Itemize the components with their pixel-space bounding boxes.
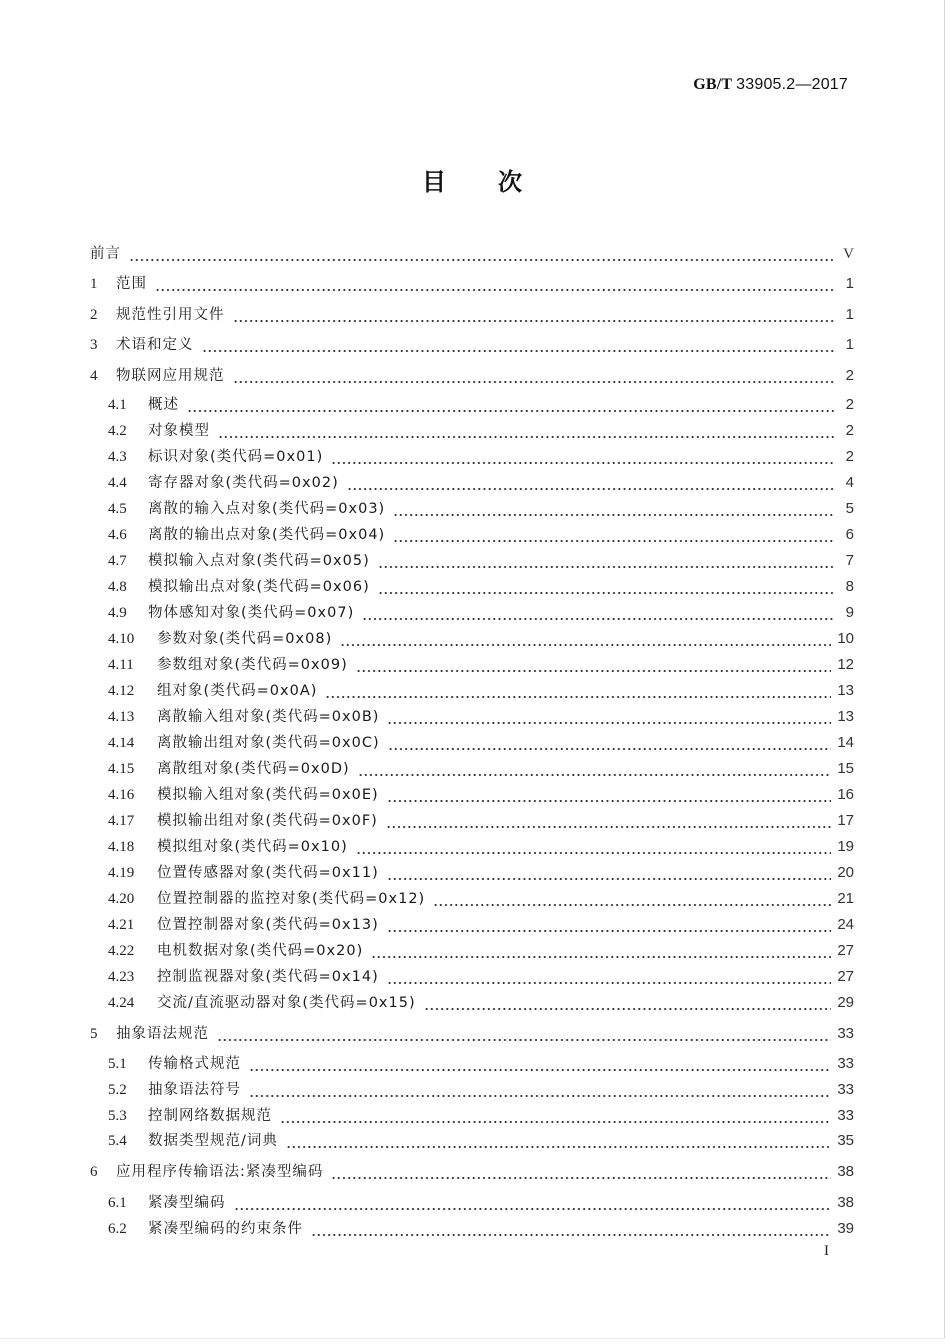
toc-entry-page: 2 (845, 367, 854, 384)
toc-entry-number: 5.3 (108, 1108, 127, 1124)
toc-entry[interactable] (108, 446, 854, 468)
toc-entry-title: 范围 (116, 276, 147, 292)
toc-entry[interactable] (108, 836, 854, 858)
toc-entry-title: 模拟输出点对象(类代码=0x06) (148, 579, 370, 595)
toc-entry[interactable] (90, 273, 854, 295)
dot-leader (347, 472, 834, 494)
toc-entry-number: 6.2 (108, 1221, 127, 1237)
toc-entry-title: 位置控制器对象(类代码=0x13) (157, 917, 379, 933)
toc-entry-page: 19 (837, 838, 854, 855)
toc-entry-page: 1 (845, 306, 854, 323)
toc-entry-number: 6 (90, 1164, 98, 1180)
toc-entry[interactable] (108, 1105, 854, 1127)
toc-entry[interactable] (108, 706, 854, 728)
toc-entry[interactable] (108, 576, 854, 598)
toc-entry-title: 离散的输出点对象(类代码=0x04) (148, 527, 386, 543)
toc-entry-number: 4.15 (108, 761, 135, 777)
toc-entry-number: 4.12 (108, 683, 135, 699)
toc-entry-title: 参数对象(类代码=0x08) (157, 631, 333, 647)
dot-leader (325, 680, 831, 702)
toc-entry-page: 29 (837, 994, 854, 1011)
dot-leader (129, 243, 834, 265)
toc-entry[interactable] (90, 334, 854, 356)
dot-leader (234, 1192, 832, 1214)
toc-entry-title: 紧凑型编码的约束条件 (148, 1221, 303, 1237)
toc-entry[interactable] (108, 758, 854, 780)
toc-entry-title: 物体感知对象(类代码=0x07) (148, 605, 355, 621)
toc-entry[interactable] (108, 784, 854, 806)
toc-entry-page: 27 (837, 968, 854, 985)
toc-entry-title: 组对象(类代码=0x0A) (157, 683, 318, 699)
toc-entry-page: 13 (837, 708, 854, 725)
toc-entry-title: 离散输入组对象(类代码=0x0B) (157, 709, 380, 725)
dot-leader (233, 304, 835, 326)
toc-entry-title: 物联网应用规范 (116, 368, 225, 384)
toc-entry-title: 电机数据对象(类代码=0x20) (157, 943, 364, 959)
dot-leader (386, 810, 831, 832)
toc-entry-title: 离散输出组对象(类代码=0x0C) (157, 735, 380, 751)
toc-entry-page: 33 (837, 1081, 854, 1098)
toc-entry-title: 术语和定义 (116, 337, 194, 353)
dot-leader (362, 602, 834, 624)
toc-entry-number: 4.14 (108, 735, 135, 751)
standard-number: 33905.2—2017 (736, 76, 848, 93)
toc-entry[interactable] (108, 394, 854, 416)
toc-entry[interactable] (108, 1218, 854, 1240)
toc-entry-number: 1 (90, 276, 98, 292)
dot-leader (433, 888, 831, 910)
dot-leader (387, 862, 832, 884)
toc-entry-title: 标识对象(类代码=0x01) (148, 449, 324, 465)
toc-entry-page: 38 (837, 1163, 854, 1180)
toc-entry[interactable] (108, 550, 854, 572)
toc-entry-page: 21 (837, 890, 854, 907)
toc-entry[interactable] (108, 940, 854, 962)
dot-leader (331, 446, 834, 468)
dot-leader (286, 1130, 831, 1152)
toc-entry-title: 模拟组对象(类代码=0x10) (157, 839, 348, 855)
toc-entry[interactable] (108, 524, 854, 546)
toc-entry-page: 24 (837, 916, 854, 933)
toc-entry-title: 控制监视器对象(类代码=0x14) (157, 969, 379, 985)
dot-leader (356, 654, 832, 676)
toc-entry-title: 模拟输入组对象(类代码=0x0E) (157, 787, 379, 803)
dot-leader (388, 732, 832, 754)
toc-entry[interactable] (90, 1023, 854, 1045)
toc-entry-title: 紧凑型编码 (148, 1195, 226, 1211)
dot-leader (387, 966, 832, 988)
standard-prefix: GB/T (693, 76, 732, 93)
toc-entry[interactable] (108, 992, 854, 1014)
toc-entry-number: 4.9 (108, 605, 127, 621)
toc-entry[interactable] (108, 914, 854, 936)
toc-entry-page: 9 (845, 604, 854, 621)
toc-entry-page: 8 (845, 578, 854, 595)
toc-entry-number: 5 (90, 1026, 98, 1042)
toc-entry-page: 2 (845, 396, 854, 413)
toc-entry-title: 模拟输出组对象(类代码=0x0F) (157, 813, 378, 829)
toc-entry-title: 前言 (90, 246, 121, 262)
toc-entry-page: 20 (837, 864, 854, 881)
toc-entry-title: 参数组对象(类代码=0x09) (157, 657, 348, 673)
page-title: 目次 (422, 168, 574, 196)
standard-code (693, 76, 848, 94)
toc-entry[interactable] (90, 1161, 854, 1183)
toc-entry-number: 5.4 (108, 1133, 127, 1149)
toc-entry-title: 寄存器对象(类代码=0x02) (148, 475, 339, 491)
dot-leader (424, 992, 832, 1014)
toc-entry-page: 33 (837, 1055, 854, 1072)
toc-entry-title: 概述 (148, 397, 179, 413)
toc-entry-number: 3 (90, 337, 98, 353)
toc-entry-title: 抽象语法符号 (148, 1082, 241, 1098)
toc-entry-title: 传输格式规范 (148, 1056, 241, 1072)
toc-entry-page: 27 (837, 942, 854, 959)
toc-entry-page: 5 (845, 500, 854, 517)
toc-entry-title: 抽象语法规范 (116, 1026, 209, 1042)
toc-entry-number: 4.7 (108, 553, 127, 569)
toc-entry-page: 15 (837, 760, 854, 777)
toc-entry-number: 4.21 (108, 917, 135, 933)
dot-leader (249, 1079, 831, 1101)
dot-leader (249, 1053, 831, 1075)
toc-entry-page: 35 (837, 1132, 854, 1149)
toc-entry-page: 38 (837, 1194, 854, 1211)
toc-entry-number: 4.4 (108, 475, 127, 491)
toc-entry-number: 4.2 (108, 423, 127, 439)
toc-entry[interactable] (108, 654, 854, 676)
toc-entry-number: 4.8 (108, 579, 127, 595)
toc-entry-number: 5.1 (108, 1056, 127, 1072)
toc-entry-page: 14 (837, 734, 854, 751)
toc-entry-page: 33 (837, 1107, 854, 1124)
toc-entry[interactable] (108, 1192, 854, 1214)
toc-entry-page: 10 (837, 630, 854, 647)
dot-leader (280, 1105, 831, 1127)
footer-page-number: I (824, 1243, 829, 1259)
toc-entry-number: 4.16 (108, 787, 135, 803)
dot-leader (311, 1218, 831, 1240)
dot-leader (387, 706, 831, 728)
toc-entry-number: 5.2 (108, 1082, 127, 1098)
toc-entry[interactable] (108, 732, 854, 754)
toc-entry[interactable] (108, 1053, 854, 1075)
toc-entry[interactable] (90, 243, 854, 265)
toc-entry-number: 4.5 (108, 501, 127, 517)
toc-entry[interactable] (90, 365, 854, 387)
toc-entry-title: 模拟输入点对象(类代码=0x05) (148, 553, 370, 569)
toc-entry-page: 16 (837, 786, 854, 803)
toc-entry[interactable] (108, 680, 854, 702)
dot-leader (217, 1023, 831, 1045)
toc-entry[interactable] (108, 1130, 854, 1152)
toc-entry-title: 离散组对象(类代码=0x0D) (157, 761, 350, 777)
toc-entry[interactable] (108, 628, 854, 650)
toc-entry-title: 位置传感器对象(类代码=0x11) (157, 865, 379, 881)
toc-entry-number: 2 (90, 307, 98, 323)
toc-entry-number: 4.18 (108, 839, 135, 855)
toc-entry[interactable] (108, 602, 854, 624)
toc-entry[interactable] (108, 888, 854, 910)
toc-entry-number: 4.22 (108, 943, 135, 959)
toc-entry[interactable] (108, 498, 854, 520)
toc-entry-title: 离散的输入点对象(类代码=0x03) (148, 501, 386, 517)
dot-leader (233, 365, 835, 387)
dot-leader (218, 420, 834, 442)
toc-entry-number: 4.13 (108, 709, 135, 725)
dot-leader (331, 1161, 831, 1183)
toc-entry-number: 4.17 (108, 813, 135, 829)
toc-entry-page: 12 (837, 656, 854, 673)
toc-entry[interactable] (108, 966, 854, 988)
toc-entry-number: 4.10 (108, 631, 135, 647)
dot-leader (340, 628, 831, 650)
toc-entry-title: 交流/直流驱动器对象(类代码=0x15) (157, 995, 416, 1011)
toc-entry[interactable] (108, 420, 854, 442)
dot-leader (393, 498, 834, 520)
dot-leader (202, 334, 835, 356)
toc-entry[interactable] (108, 472, 854, 494)
dot-leader (387, 784, 832, 806)
dot-leader (155, 273, 834, 295)
dot-leader (358, 758, 832, 780)
toc-entry-page: 33 (837, 1025, 854, 1042)
toc-entry-page: 6 (845, 526, 854, 543)
toc-entry-title: 应用程序传输语法:紧凑型编码 (116, 1164, 324, 1180)
dot-leader (378, 576, 834, 598)
toc-entry-title: 位置控制器的监控对象(类代码=0x12) (157, 891, 426, 907)
toc-entry-number: 4.3 (108, 449, 127, 465)
toc-entry-page: 1 (845, 336, 854, 353)
toc-entry-page: 1 (845, 275, 854, 292)
toc-entry-number: 4.20 (108, 891, 135, 907)
toc-entry[interactable] (108, 810, 854, 832)
toc-entry[interactable] (108, 1079, 854, 1101)
dot-leader (387, 914, 832, 936)
toc-entry-title: 数据类型规范/词典 (148, 1133, 278, 1149)
dot-leader (393, 524, 834, 546)
dot-leader (371, 940, 831, 962)
toc-entry-title: 规范性引用文件 (116, 307, 225, 323)
toc-entry-title: 对象模型 (148, 423, 210, 439)
toc-entry-page: 7 (845, 552, 854, 569)
toc-entry-title: 控制网络数据规范 (148, 1108, 272, 1124)
toc-entry-number: 6.1 (108, 1195, 127, 1211)
toc-entry-number: 4 (90, 368, 98, 384)
dot-leader (187, 394, 834, 416)
dot-leader (356, 836, 832, 858)
toc-entry-page: 4 (845, 474, 854, 491)
toc-entry-number: 4.24 (108, 995, 135, 1011)
toc-entry-page: 39 (837, 1220, 854, 1237)
dot-leader (378, 550, 834, 572)
toc-entry-number: 4.19 (108, 865, 135, 881)
toc-entry-page: 13 (837, 682, 854, 699)
toc-entry-page: 2 (845, 422, 854, 439)
toc-entry-page: 2 (845, 448, 854, 465)
toc-entry-page: V (843, 246, 854, 262)
toc-entry-number: 4.11 (108, 657, 134, 673)
toc-entry-number: 4.23 (108, 969, 135, 985)
toc-entry-number: 4.6 (108, 527, 127, 543)
toc-entry-number: 4.1 (108, 397, 127, 413)
toc-entry[interactable] (108, 862, 854, 884)
toc-entry-page: 17 (837, 812, 854, 829)
toc-entry[interactable] (90, 304, 854, 326)
